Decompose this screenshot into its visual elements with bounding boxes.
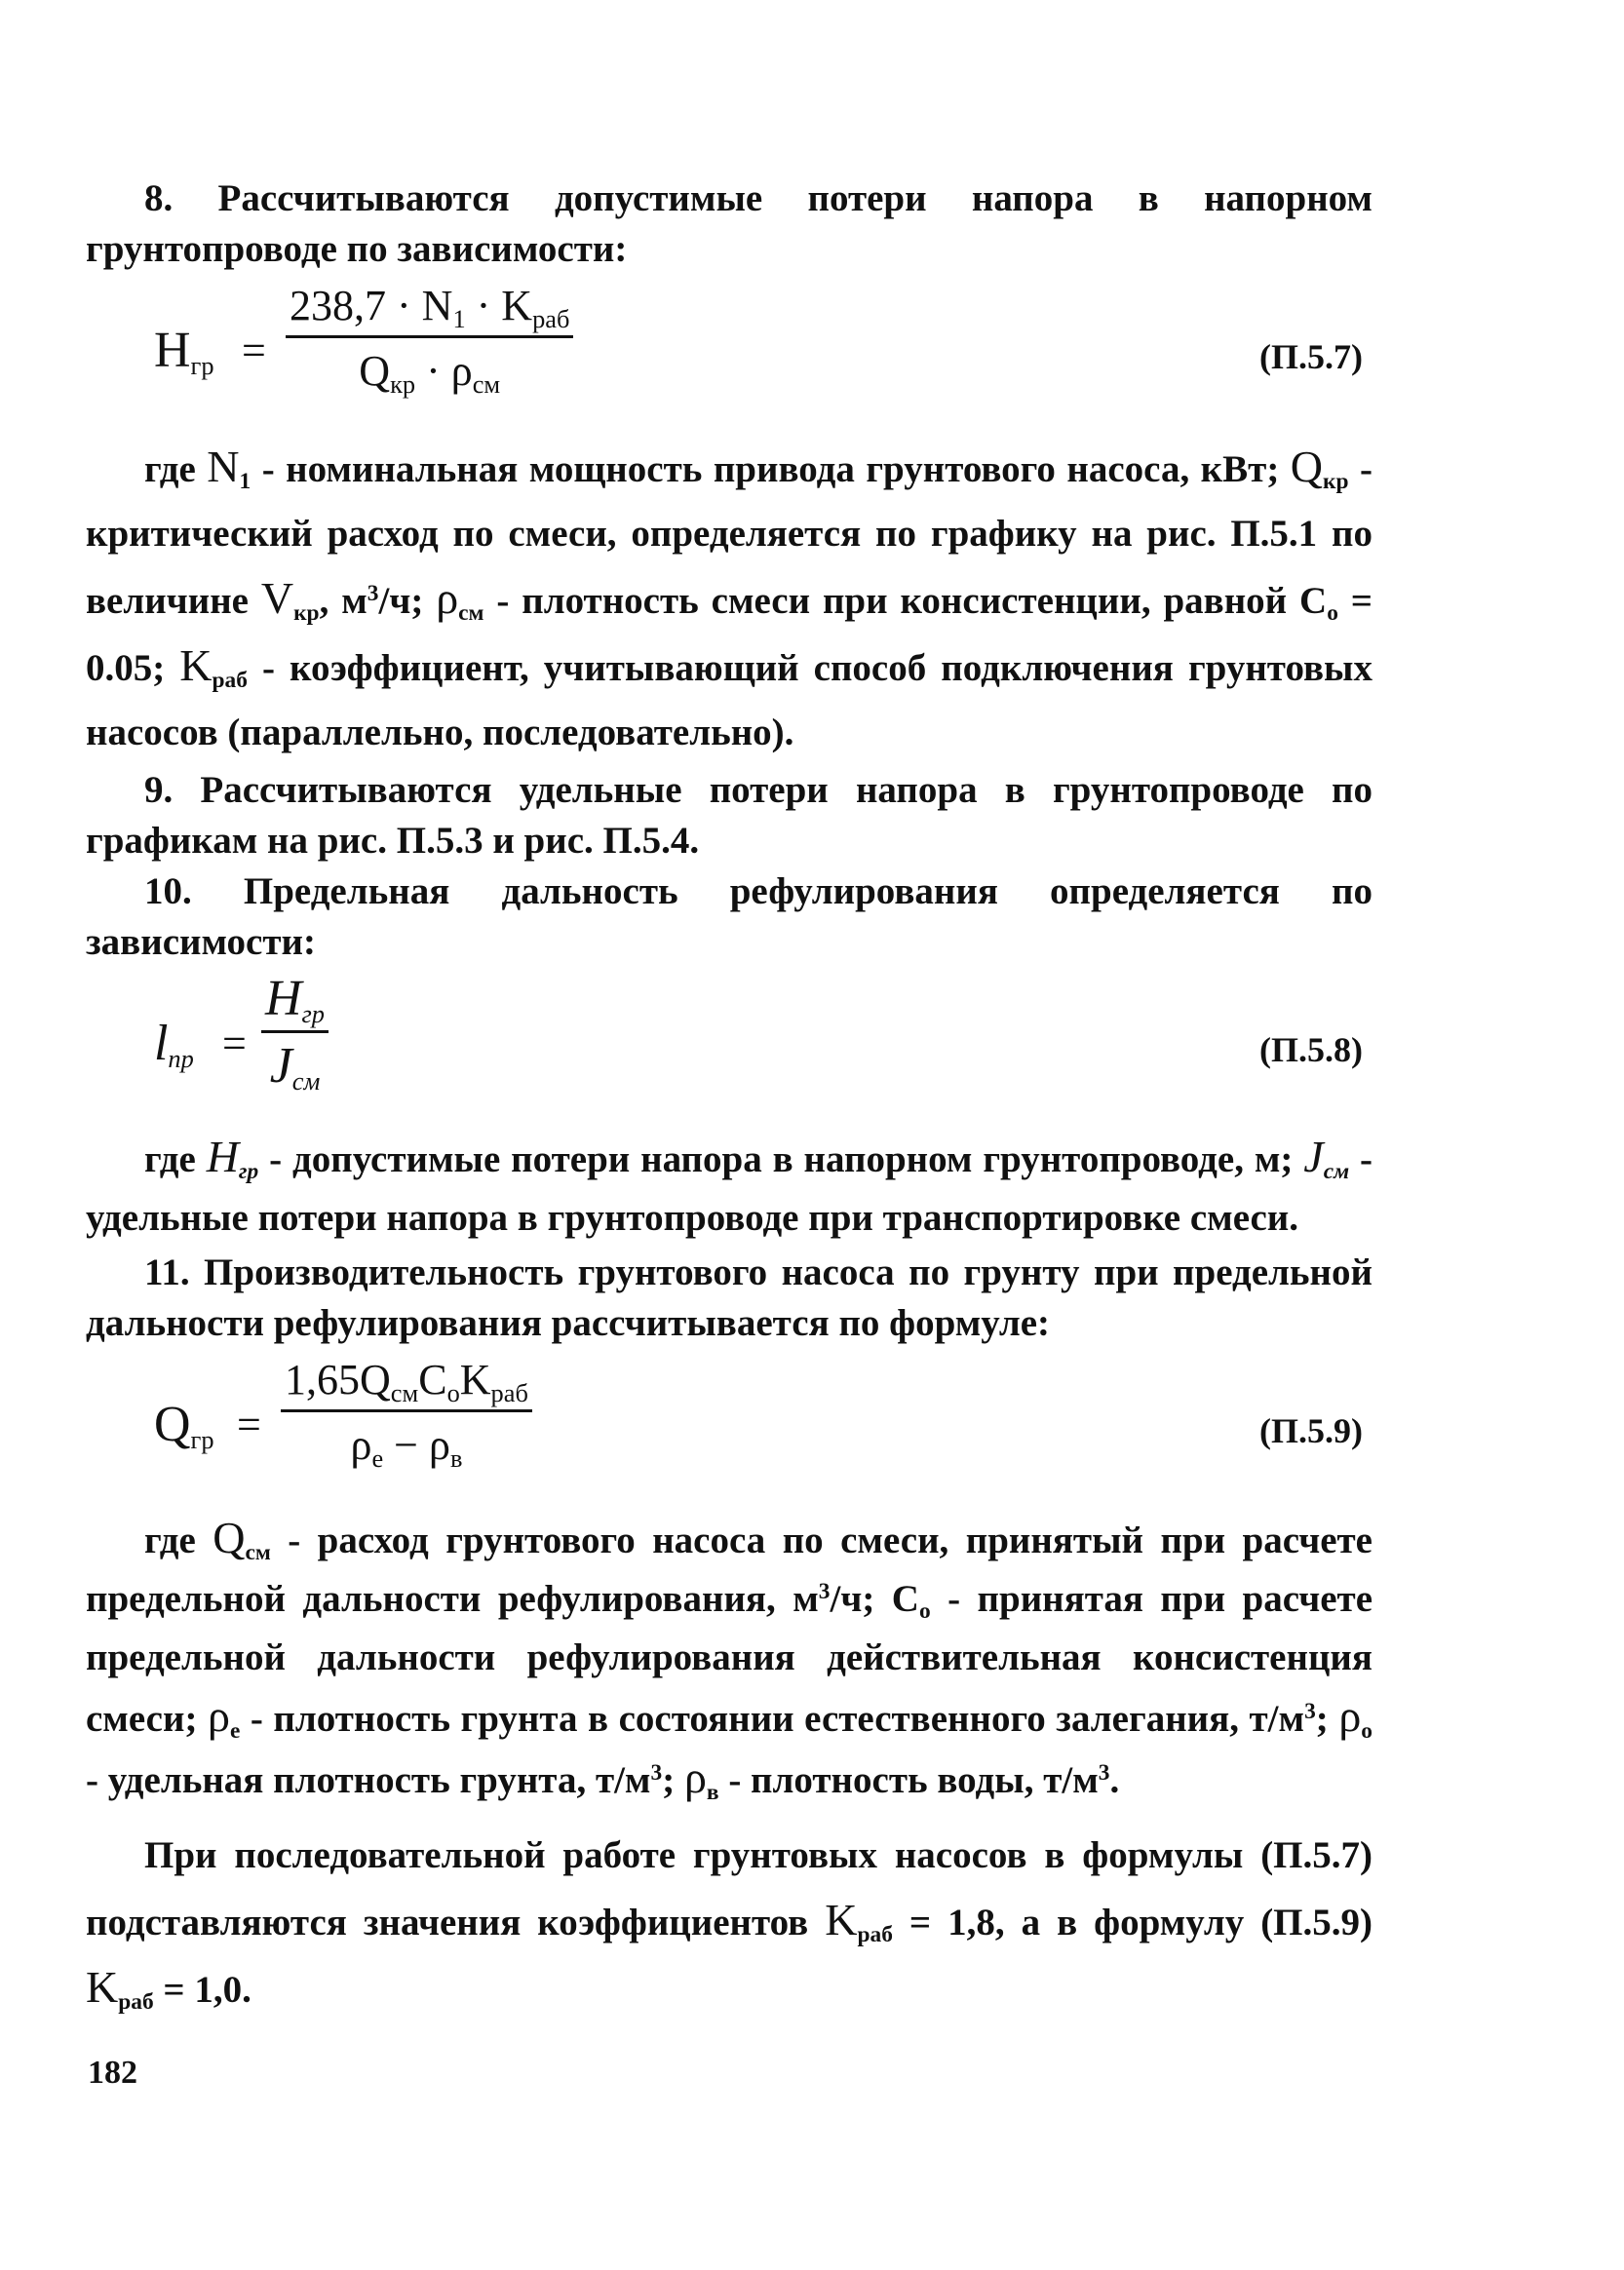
paragraph-11 <box>86 1248 1373 1349</box>
paragraph-10 <box>86 866 1373 968</box>
formula-p5-8-number: (П.5.8) <box>1259 1030 1363 1069</box>
formula-p5-9-equals: = <box>237 1401 261 1448</box>
formula-p5-7-equals: = <box>242 327 266 374</box>
formula-p5-7-number: (П.5.7) <box>1259 337 1363 376</box>
paragraph-11-definitions: где $Q_{см}$ - расход грунтового насоса по смеси, принятый при расчете предельной дальности рефулирования, $м^3/ч$; $C_о$ - принятая при расчете предельной дальности рефулирования действительная консистенция смеси; $\rho_е$ - плотность грунта в состоянии естественного залегания, $т/м^3$; $\rho_о$ - удельная плотность грунта, $т/м^3$; $\rho_в$ - плотность воды, $т/м^3$. <box>86 1513 1373 1806</box>
paragraph-9 <box>86 765 1373 866</box>
formula-p5-9-fraction <box>281 1355 532 1471</box>
paragraph-10-text: 10. Предельная дальность рефулирования определяется по зависимости: <box>86 870 1373 963</box>
paragraph-8-definitions: где $N_1$ - номинальная мощность привода грунтового насоса, кВт; $Q_{кр}$ - критический расход по смеси, определяется по графику на рис. П.5.1 по величине $V_{кр}$, $м^3/ч$; $\rho_{см}$ - плотность смеси при консистенции, равной $C_o = 0.05$; $K_{раб}$ - коэффициент, учитывающий способ подключения грунтовых насосов (параллельно, последовательно). <box>86 442 1373 753</box>
page-body <box>86 173 1373 2022</box>
formula-p5-8-fraction <box>261 971 329 1096</box>
page-number: 182 <box>88 2055 137 2091</box>
formula-p5-8 <box>86 971 1373 1120</box>
formula-p5-9-number: (П.5.9) <box>1259 1411 1363 1450</box>
formula-p5-9-numerator: $1,65Q_{см}C_оK_{раб}$ <box>281 1355 532 1412</box>
formula-p5-7-numerator: $238,7 \cdot N_1 \cdot K_{раб}$ <box>286 281 573 338</box>
formula-p5-7-lhs: $H_{гр}$ <box>154 323 214 380</box>
formula-p5-8-denominator: $J_{см}$ <box>269 1038 321 1096</box>
paragraph-8 <box>86 173 1373 275</box>
formula-p5-9 <box>86 1355 1373 1501</box>
formula-p5-7-fraction <box>286 281 573 397</box>
formula-p5-9-denominator: $\rho_е - \rho_в$ <box>350 1421 463 1473</box>
formula-p5-8-lhs: $l_{пр}$ <box>154 1016 194 1073</box>
paragraph-11-text: 11. Производительность грунтового насоса по грунту при предельной дальности рефулирования рассчитывается по формуле: <box>86 1251 1373 1344</box>
paragraph-8-text: 8. Рассчитываются допустимые потери напора в напорном грунтопроводе по зависимости: <box>86 177 1373 270</box>
formula-p5-9-lhs: $Q_{гр}$ <box>154 1397 214 1454</box>
paragraph-10-definitions: где $H_{гр}$ - допустимые потери напора в напорном грунтопроводе, м; $J_{см}$ - удельные потери напора в грунтопроводе при транспортировке смеси. <box>86 1132 1373 1239</box>
formula-p5-7 <box>86 281 1373 427</box>
paragraph-9-text: 9. Рассчитываются удельные потери напора в грунтопроводе по графикам на рис. П.5.3 и рис. П.5.4. <box>86 769 1373 862</box>
formula-p5-7-denominator: $Q_{кр} \cdot \rho_{см}$ <box>359 347 501 399</box>
formula-p5-8-numerator: $H_{гр}$ <box>261 974 329 1033</box>
paragraph-serial-connection: При последовательной работе грунтовых насосов в формулы (П.5.7) подставляются значения коэффициентов $K_{раб} = 1,8$, а в формулу (П.5.9) $K_{раб} = 1,0$. <box>86 1834 1373 2016</box>
formula-p5-8-equals: = <box>222 1020 247 1067</box>
